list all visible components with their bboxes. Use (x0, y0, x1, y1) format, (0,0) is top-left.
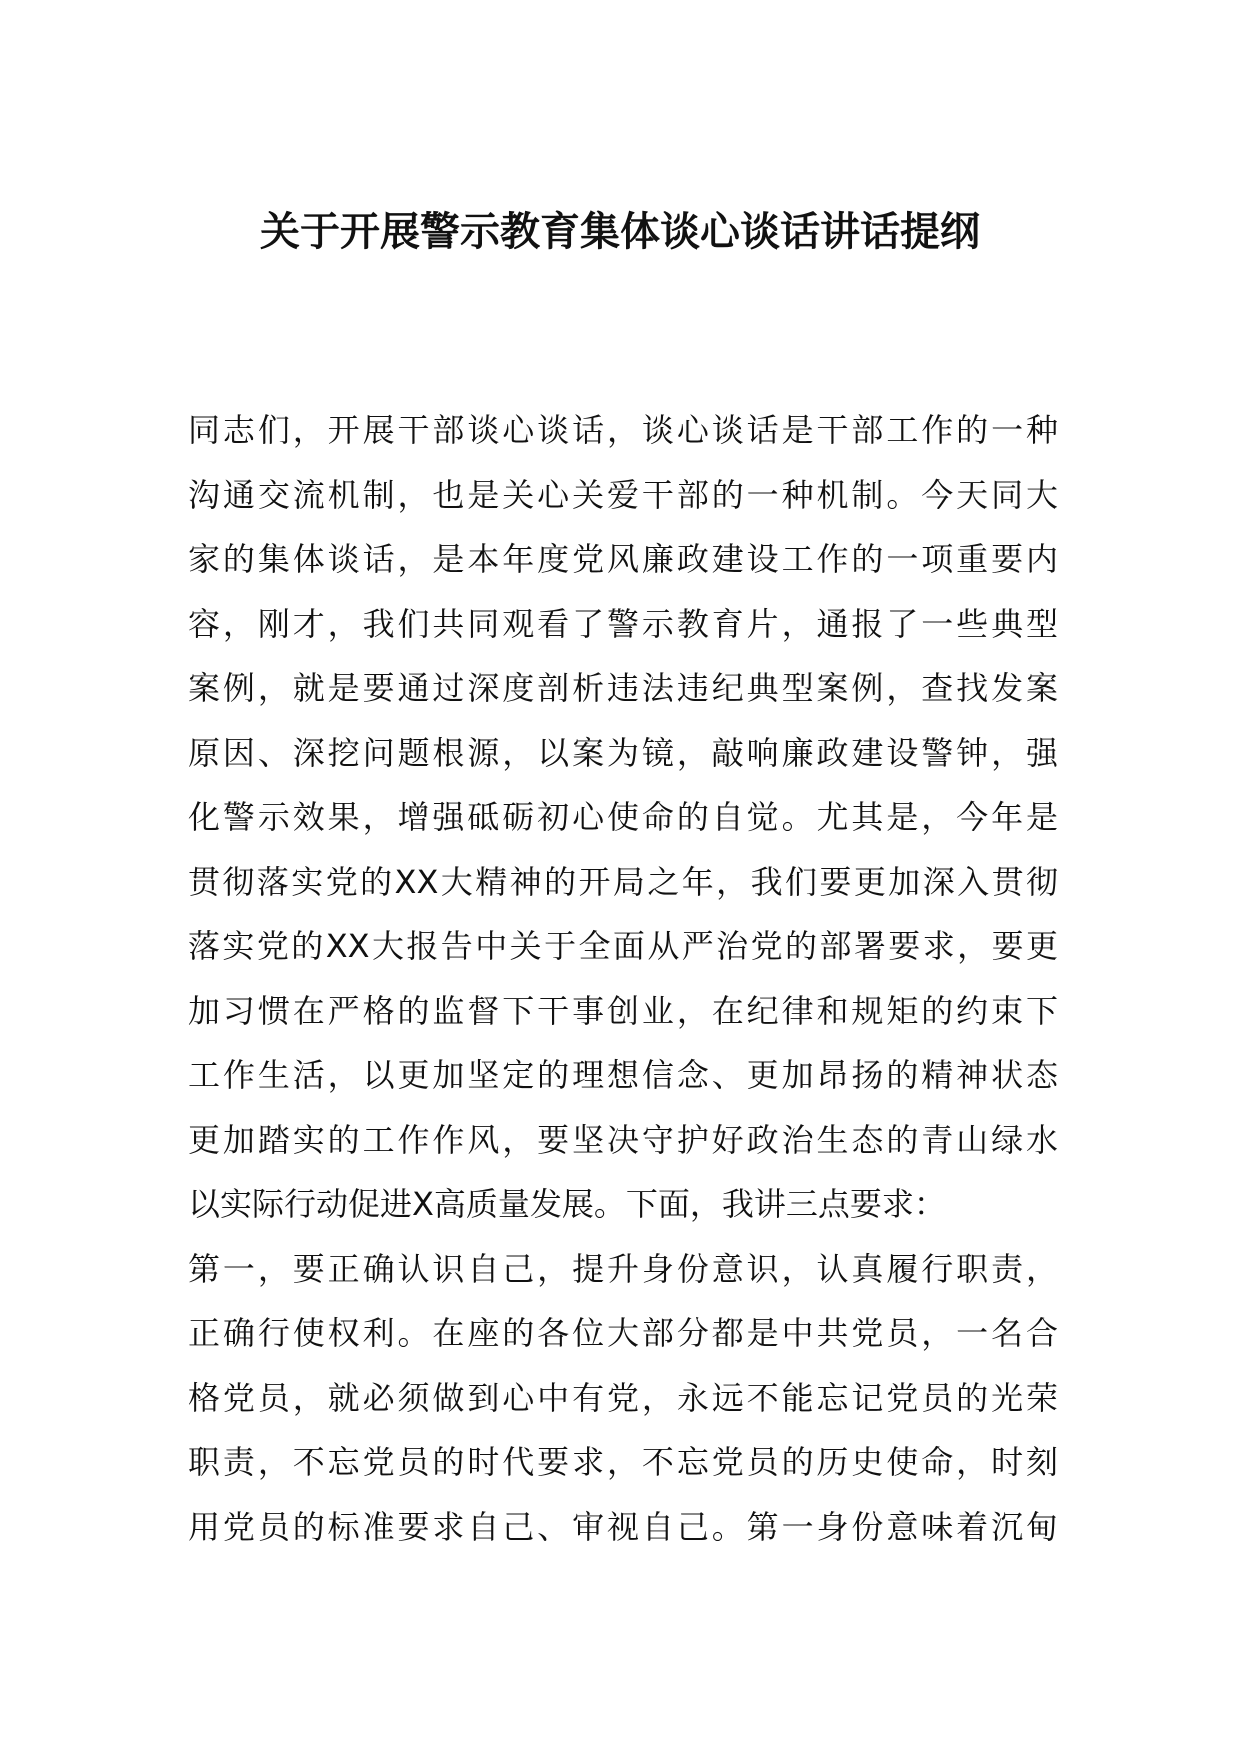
text-line: 容，刚才，我们共同观看了警示教育片，通报了一些典型 (188, 604, 1058, 643)
paragraph (188, 1237, 1058, 1560)
paragraph (188, 398, 1058, 1237)
text-line: 格党员，就必须做到心中有党，永远不能忘记党员的光荣 (188, 1378, 1058, 1417)
text-line: 加习惯在严格的监督下干事创业，在纪律和规矩的约束下 (188, 991, 1058, 1030)
document-body (188, 398, 1058, 1559)
text-line: 沟通交流机制，也是关心关爱干部的一种机制。今天同大 (188, 475, 1058, 514)
text-line: 正确行使权利。在座的各位大部分都是中共党员，一名合 (188, 1314, 1058, 1352)
text-line: 职责，不忘党员的时代要求，不忘党员的历史使命，时刻 (188, 1443, 1058, 1481)
text-line: 原因、深挖问题根源，以案为镜，敲响廉政建设警钟，强 (188, 733, 1058, 772)
document-title: 关于开展警示教育集体谈心谈话讲话提纲 (260, 209, 980, 255)
text-line: 贯彻落实党的XX大精神的开局之年，我们要更加深入贯彻 (188, 862, 1058, 901)
text-line: 工作生活，以更加坚定的理想信念、更加昂扬的精神状态 (188, 1056, 1058, 1094)
text-line: 用党员的标准要求自己、审视自己。第一身份意味着沉甸 (188, 1507, 1058, 1546)
text-line: 落实党的XX大报告中关于全面从严治党的部署要求，要更 (188, 927, 1058, 965)
text-line: 同志们，开展干部谈心谈话，谈心谈话是干部工作的一种 (188, 411, 1058, 449)
text-line: 第一，要正确认识自己，提升身份意识，认真履行职责， (188, 1249, 1058, 1288)
text-line: 家的集体谈话，是本年度党风廉政建设工作的一项重要内 (188, 540, 1058, 578)
text-line: 更加踏实的工作作风，要坚决守护好政治生态的青山绿水 (188, 1120, 1058, 1159)
text-line: 以实际行动促进X高质量发展。下面，我讲三点要求： (188, 1185, 946, 1223)
text-line: 化警示效果，增强砥砺初心使命的自觉。尤其是，今年是 (188, 798, 1058, 836)
text-line: 案例，就是要通过深度剖析违法违纪典型案例，查找发案 (188, 669, 1058, 707)
